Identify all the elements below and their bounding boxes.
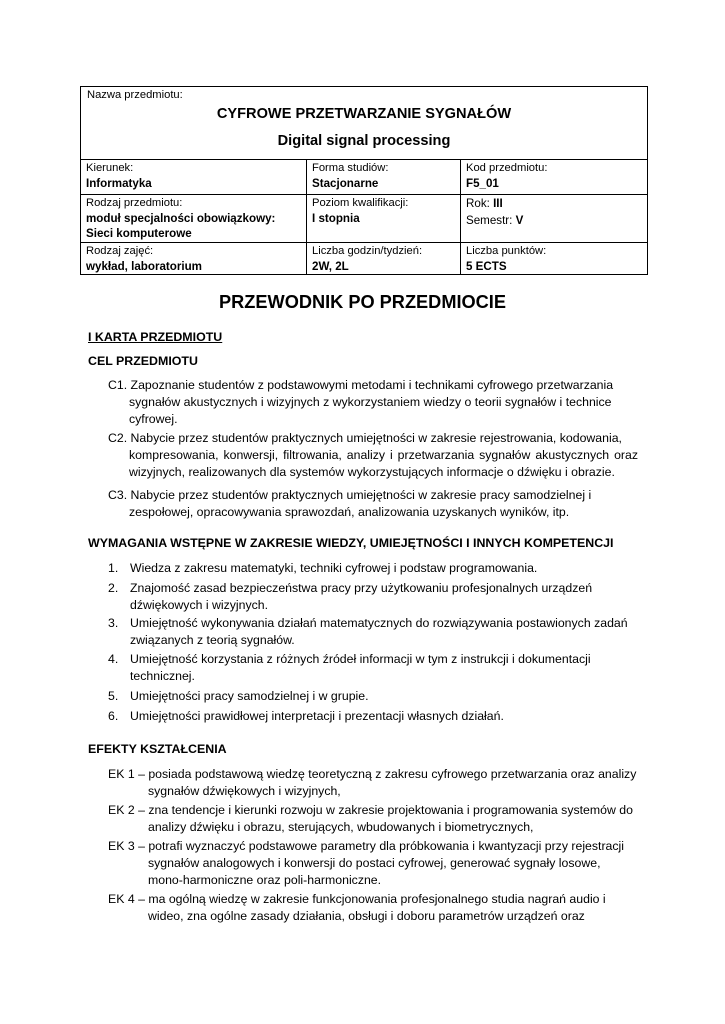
field-value: Informatyka [86, 177, 152, 190]
requirement-number: 4. [108, 652, 119, 666]
code-cell [461, 160, 647, 194]
type-value-line2: Sieci komputerowe [86, 227, 192, 240]
effect-line1: EK 2 – zna tendencje i kierunki rozwoju w zakresie projektowania i programowania systemów do [108, 803, 633, 817]
effect-line1: EK 3 – potrafi wyznaczyć podstawowe parametry dla próbkowania i kwantyzacji przy rejestracji [108, 839, 625, 853]
section-heading-effects: EFEKTY KSZTAŁCENIA [88, 742, 227, 756]
hours-label: Liczba godzin/tydzień: [312, 245, 423, 257]
year-label: Rok: [466, 197, 494, 210]
goal-item [108, 377, 638, 428]
type-label: Rodzaj przedmiotu: [86, 197, 183, 209]
form-cell [307, 160, 461, 194]
requirement-text: Znajomość zasad bezpieczeństwa pracy przy użytkowaniu profesjonalnych urządzeń dźwiękowych i wizyjnych. [130, 581, 593, 612]
card-row-1 [81, 160, 647, 195]
requirement-item [108, 708, 638, 725]
requirement-item [108, 651, 638, 685]
form-value: Stacjonarne [312, 177, 379, 190]
goal-line1: C3. Nabycie przez studentów praktycznych umiejętności w zakresie pracy samodzielnej i [108, 488, 592, 502]
effect-line1: EK 1 – posiada podstawową wiedzę teoretyczną z zakresu cyfrowego przetwarzania oraz analizy [108, 767, 637, 781]
effect-item [108, 838, 638, 889]
requirement-number: 1. [108, 561, 119, 575]
level-value: I stopnia [312, 212, 360, 225]
requirement-text: Umiejętności pracy samodzielnej i w grupie. [130, 689, 369, 703]
effect-item [108, 891, 638, 925]
requirement-number: 5. [108, 689, 119, 703]
card-row-3 [81, 243, 647, 274]
level-label: Poziom kwalifikacji: [312, 197, 409, 209]
card-row-2 [81, 195, 647, 243]
hours-cell [307, 243, 461, 274]
semester-value: V [515, 214, 524, 227]
field-label: Kierunek: [86, 162, 134, 174]
type-cell [81, 195, 307, 242]
section-heading-card: I KARTA PRZEDMIOTU [88, 330, 223, 344]
requirement-item [108, 560, 638, 577]
requirement-text: Wiedza z zakresu matematyki, techniki cyfrowej i podstaw programowania. [130, 561, 538, 575]
page-title: PRZEWODNIK PO PRZEDMIOCIE [219, 292, 506, 312]
goal-item [108, 430, 638, 481]
goal-line1: C1. Zapoznanie studentów z podstawowymi metodami i technikami cyfrowego przetwarzania [108, 378, 614, 392]
semester-line [466, 213, 647, 228]
points-label: Liczba punktów: [466, 245, 547, 257]
requirement-text: Umiejętności prawidłowej interpretacji i prezentacji własnych działań. [130, 709, 504, 723]
section-heading-requirements: WYMAGANIA WSTĘPNE W ZAKRESIE WIEDZY, UMIEJĘTNOŚCI I INNYCH KOMPETENCJI [88, 536, 614, 550]
goal-rest: zespołowej, opracowywania sprawozdań, analizowania uzyskanych wyników, itp. [129, 505, 570, 519]
section-heading-goal: CEL PRZEDMIOTU [88, 354, 198, 368]
classes-label: Rodzaj zajęć: [86, 245, 154, 257]
year-value: III [493, 197, 503, 210]
course-card-table [80, 86, 648, 275]
code-value: F5_01 [466, 177, 499, 190]
points-value: 5 ECTS [466, 260, 507, 273]
goal-rest: kompresowania, konwersji, filtrowania, analizy i przetwarzania sygnałów akustycznych oraz wizyjnych, realizowanych dla systemów wykorzystujących informacje o dźwięku i obrazie. [129, 448, 638, 479]
points-cell [461, 243, 647, 274]
effect-item [108, 802, 638, 836]
requirement-item [108, 688, 638, 705]
classes-value: wykład, laboratorium [86, 260, 202, 273]
course-title-en: Digital signal processing [277, 133, 451, 149]
course-name-box [81, 87, 647, 160]
goal-line1: C2. Nabycie przez studentów praktycznych umiejętności w zakresie rejestrowania, kodowania, [108, 431, 622, 445]
goal-rest: sygnałów akustycznych i wizyjnych z wykorzystaniem wiedzy o teorii sygnałów i technice cyfrowej. [129, 395, 612, 426]
requirement-number: 6. [108, 709, 119, 723]
effect-item [108, 766, 638, 800]
field-cell [81, 160, 307, 194]
hours-value: 2W, 2L [312, 260, 349, 273]
form-label: Forma studiów: [312, 162, 389, 174]
requirement-number: 3. [108, 616, 119, 630]
effect-line1: EK 4 – ma ogólną wiedzę w zakresie funkcjonowania profesjonalnego studia nagrań audio i [108, 892, 606, 906]
year-semester-cell [461, 195, 647, 242]
requirement-number: 2. [108, 581, 119, 595]
effect-rest: analizy dźwięku i obrazu, sterujących, wbudowanych i biometrycznych, [148, 820, 534, 834]
goal-item [108, 487, 638, 521]
semester-label: Semestr: [466, 214, 516, 227]
effect-rest: sygnałów analogowych i konwersji do postaci cyfrowej, generować sygnały losowe, mono-harmoniczne oraz poli-harmoniczne. [148, 856, 601, 887]
level-cell [307, 195, 461, 242]
requirement-text: Umiejętność wykonywania działań matematycznych do rozwiązywania postawionych zadań związanych z teorią sygnałów. [130, 616, 628, 647]
requirement-text: Umiejętność korzystania z różnych źródeł informacji w tym z instrukcji i dokumentacji technicznej. [130, 652, 591, 683]
requirement-item [108, 615, 638, 649]
code-label: Kod przedmiotu: [466, 162, 548, 174]
requirement-item [108, 580, 638, 614]
classes-cell [81, 243, 307, 274]
course-title-pl: CYFROWE PRZETWARZANIE SYGNAŁÓW [216, 106, 512, 122]
course-name-label: Nazwa przedmiotu: [87, 89, 183, 101]
type-value-line1: moduł specjalności obowiązkowy: [86, 212, 276, 225]
year-line [466, 196, 647, 211]
effect-rest: sygnałów dźwiękowych i wizyjnych, [148, 784, 341, 798]
effect-rest: wideo, zna ogólne zasady działania, obsługi i doboru parametrów urządzeń oraz [148, 909, 585, 923]
